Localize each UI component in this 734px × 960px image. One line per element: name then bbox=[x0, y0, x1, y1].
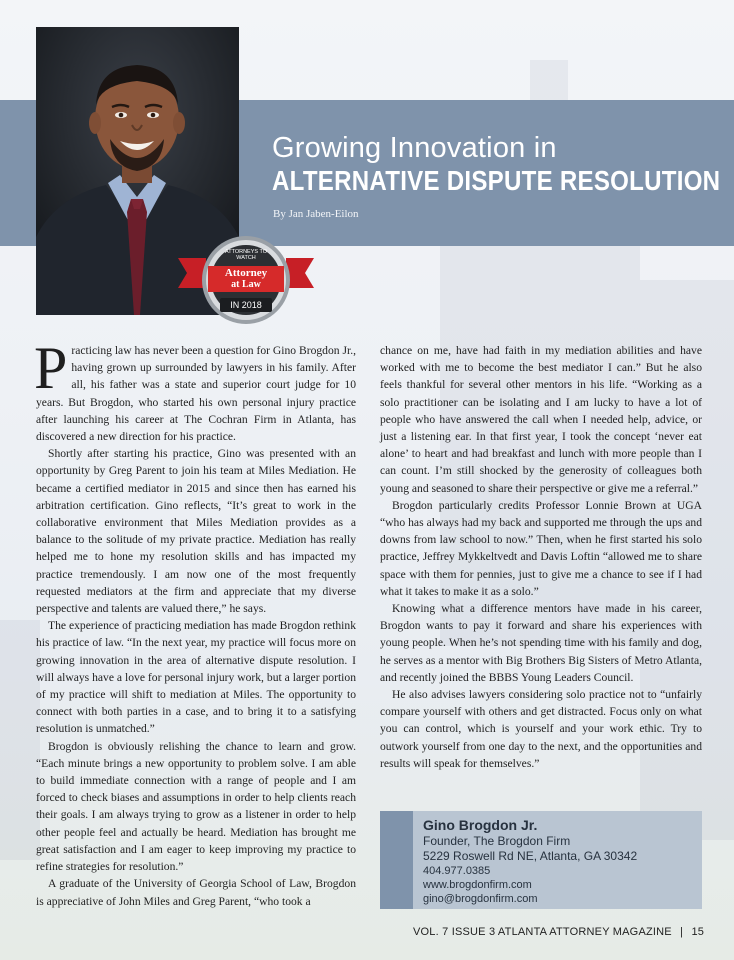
contact-website[interactable]: www.brogdonfirm.com bbox=[423, 879, 532, 891]
article-paragraph: A graduate of the University of Georgia School of Law, Brogdon is appreciative of John Miles and Greg Parent, “who took a bbox=[36, 877, 356, 908]
contact-box bbox=[380, 811, 702, 909]
byline: By Jan Jaben-Eilon bbox=[273, 208, 359, 220]
footer-separator: | bbox=[680, 926, 684, 938]
page-footer bbox=[413, 926, 704, 938]
badge-top-text: ATTORNEYS TO WATCH bbox=[224, 249, 268, 261]
badge-brand-line-2: at Law bbox=[231, 279, 261, 290]
attorneys-to-watch-badge bbox=[178, 236, 314, 326]
title-line-1: Growing Innovation in bbox=[272, 132, 557, 164]
badge-year: IN 2018 bbox=[230, 300, 262, 310]
background-building bbox=[0, 620, 40, 860]
article-paragraph: Knowing what a difference mentors have made in his career, Brogdon wants to pay it forward and share his experiences with young people. When he’s not spending time with his family and dog, he serves as a mentor with Big Brothers Big Sisters of Metro Atlanta, and recently joined the BBBS Young Leaders Council. bbox=[380, 602, 702, 684]
article-paragraph: Brogdon is obviously relishing the chance to learn and grow. “Each minute brings a new opportunity to problem solve. I am able to build immediate connection with a range of people and I am forced to check biases and assumptions in order to help clients reach their goals. I am always trying to grow as a listener in order to help other people feel and actually be heard. Mediation has brought me great satisfaction and I am eager to keep improving my practice to refine strategies for resolution.” bbox=[36, 739, 356, 874]
title-line-2: ALTERNATIVE DISPUTE RESOLUTION bbox=[272, 165, 721, 196]
contact-title: Founder, The Brogdon Firm bbox=[423, 834, 571, 848]
footer-issue: VOL. 7 ISSUE 3 ATLANTA ATTORNEY MAGAZINE bbox=[413, 926, 672, 938]
badge-brand-line-1: Attorney bbox=[224, 267, 268, 279]
article-column-1 bbox=[34, 335, 356, 910]
contact-accent-bar bbox=[380, 811, 413, 909]
contact-phone: 404.977.0385 bbox=[423, 865, 491, 877]
contact-address: 5229 Roswell Rd NE, Atlanta, GA 30342 bbox=[423, 849, 638, 863]
article-paragraph: Shortly after starting his practice, Gino was presented with an opportunity by Greg Parent to join his team at Miles Mediation. He became a certified mediator in 2015 and since then has earned his arbitration certification. Gino reflects, “It’s great to work in the collaborative environment that Miles Mediation provides as a balance to the solitude of my private practice. Mediation has really helped me to hone my resolution skills and has impacted my practice tremendously. I am now one of the most frequently requested mediators at the firm and appreciate that my diverse perspective and talents are valued there,” he says. bbox=[36, 447, 356, 616]
contact-email[interactable]: gino@brogdonfirm.com bbox=[423, 893, 538, 905]
article-column-2 bbox=[380, 342, 702, 772]
article-paragraph: He also advises lawyers considering solo practice not to “unfairly compare yourself with others and get distracted. Focus only on what you can control, which is yourself and your work ethic. Try to outwork yourself from one day to the next, and the opportunities and results will speak for themselves.” bbox=[380, 688, 702, 770]
article-paragraph: The experience of practicing mediation has made Brogdon rethink his practice of law. “In the next year, my practice will focus more on growing innovation in the area of alternative dispute resolution. I will always have a love for personal injury work, but a larger portion of my practice will shift to mediation at Miles. The opportunity to connect with both parties in a case, and to bring it to a satisfying resolution is unmatched.” bbox=[36, 619, 356, 736]
page-number: 15 bbox=[691, 926, 705, 938]
drop-cap: P bbox=[34, 335, 68, 401]
article-paragraph: Brogdon particularly credits Professor Lonnie Brown at UGA “who has always had my back and supported me through the ups and downs from law school to now.” Then, when he first started his solo practice, Jeffrey Mykkeltvedt and Davis Loftin “allowed me to share space with them for pennies, just to give me a chance to see if I had what it takes to make it as a solo.” bbox=[380, 498, 702, 598]
article-paragraph: Practicing law has never been a question for Gino Brogdon Jr., having grown up surrounded by lawyers in his family. After all, his father was a state and superior court judge for 10 years. But Brogdon, who started his own personal injury practice after launching his career at The Cochran Firm in Atlanta, has discovered a new direction for his practice. bbox=[34, 335, 356, 444]
article-paragraph: chance on me, have had faith in my mediation abilities and have worked with me to become the best mediator I can.” But he also feels thankful for several other mentors in his life. “Working as a solo practitioner can be isolating and I am lucky to have a lot of people who have answered the call when I needed help, advice, or just a listening ear. In that first year, I took the concept ‘never eat alone’ to heart and had breakfast and lunch with more people than I can count. I’m still shocked by the generosity of colleagues both young and seasoned to share their perspective or give me a referral.” bbox=[380, 344, 702, 495]
contact-name: Gino Brogdon Jr. bbox=[423, 817, 538, 833]
